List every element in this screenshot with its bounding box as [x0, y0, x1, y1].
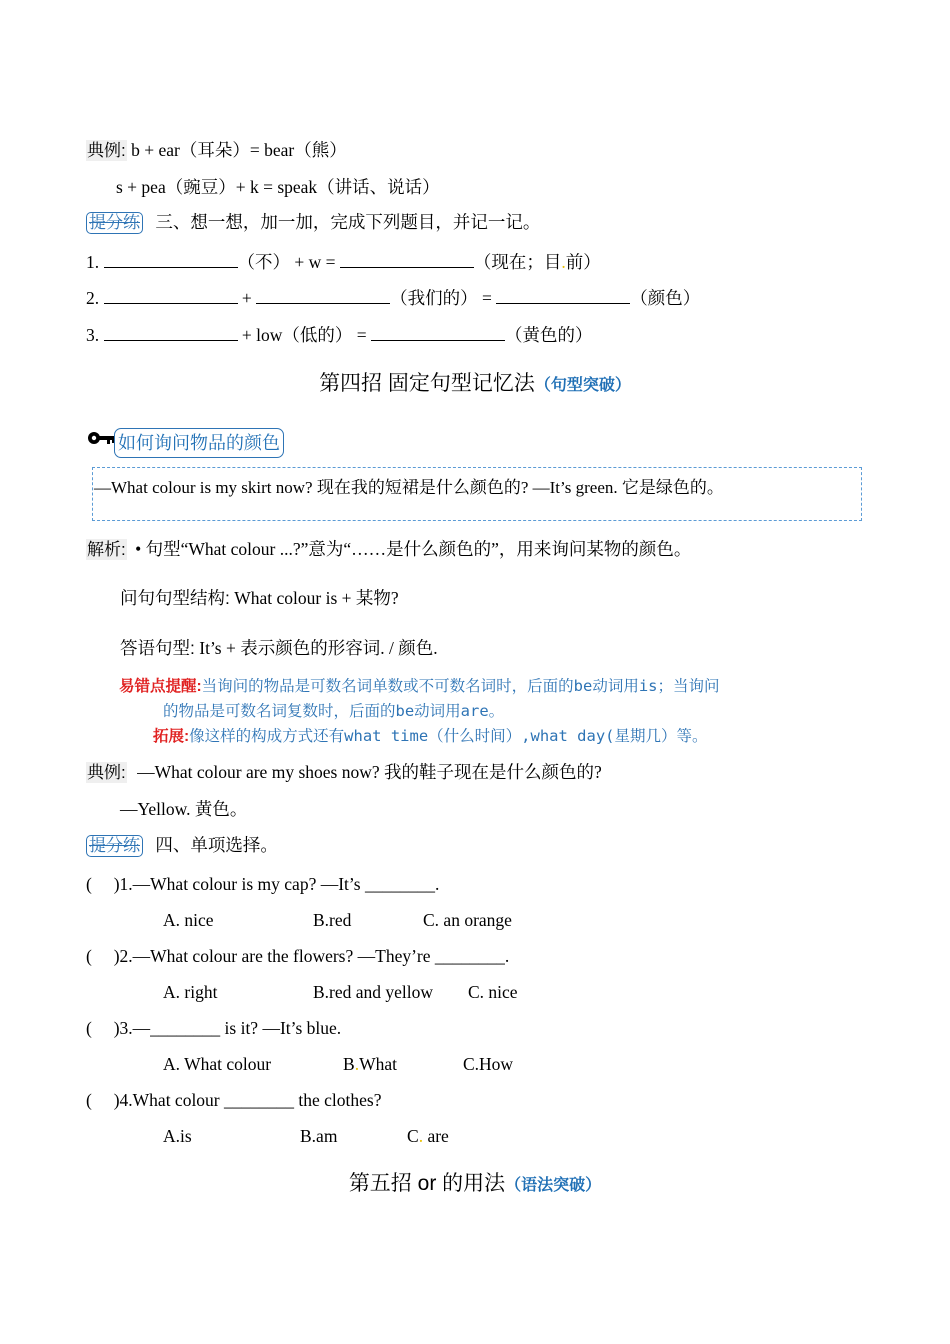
answer-paren[interactable]: ( ) — [86, 946, 120, 966]
example1-line2: s + pea（豌豆）+ k = speak（讲话、说话） — [116, 177, 440, 197]
q1-number: 1. — [86, 252, 100, 272]
answer-line — [120, 637, 438, 659]
key-icon — [87, 430, 117, 446]
struct-text: What colour is + 某物? — [234, 588, 399, 608]
topic-label: 如何询问物品的颜色 — [114, 428, 284, 458]
section5-title: 第五招 or 的用法 — [348, 1172, 506, 1195]
example1-line1 — [86, 139, 347, 162]
option-a[interactable]: A. nice — [163, 910, 214, 930]
example-label: 典例: — [87, 763, 126, 782]
extend-line — [153, 725, 707, 748]
practice4-title: 四、单项选择。 — [155, 835, 278, 855]
q2-part-c: （颜色） — [630, 288, 701, 308]
section4-title: 第四招 固定句型记忆法 — [319, 372, 535, 395]
option-c[interactable] — [407, 1125, 449, 1147]
option-c[interactable]: C.How — [463, 1054, 514, 1074]
practice3-q1 — [86, 251, 601, 273]
option-a[interactable]: A. right — [163, 982, 218, 1002]
highlight-dot: . — [418, 1126, 424, 1146]
highlight-dot: . — [561, 252, 566, 272]
q2-part-a: + — [241, 288, 252, 308]
topic-example: —What colour is my skirt now? 现在我的短裙是什么颜色的? —It’s green. 它是绿色的。 — [94, 478, 724, 497]
option-b-letter: B — [343, 1054, 355, 1074]
example-label: 典例: — [87, 141, 126, 160]
answer-paren[interactable]: ( ) — [86, 1018, 120, 1038]
answer-label: 答语句型: — [120, 638, 195, 658]
option-c[interactable]: C. an orange — [423, 910, 512, 930]
example2-text1: —What colour are my shoes now? 我的鞋子现在是什么颜色的? — [137, 762, 602, 782]
option-c-letter: C — [407, 1126, 419, 1146]
q3-part-a: + low（低的） = — [241, 325, 367, 345]
section4-subtitle: （句型突破） — [534, 375, 631, 394]
answer-blank[interactable] — [340, 251, 474, 268]
example1-text1: b + ear（耳朵）= bear（熊） — [131, 140, 347, 160]
practice-badge: 提分练 — [86, 212, 143, 234]
answer-blank[interactable] — [496, 287, 630, 304]
practice3-title: 三、想一想，加一加，完成下列题目，并记一记。 — [155, 212, 541, 232]
question-text: 1.—What colour is my cap? —It’s ________. — [119, 874, 440, 894]
extend-text: 像这样的构成方式还有what time（什么时间）,what day(星期几）等。 — [189, 727, 708, 745]
highlight-dot: . — [354, 1054, 360, 1074]
question-text: 2.—What colour are the flowers? —They’re ________. — [119, 946, 510, 966]
option-b[interactable]: B.am — [300, 1126, 338, 1146]
analysis-label: 解析: — [87, 540, 126, 559]
q1-part-b: （现在；目 — [473, 252, 562, 272]
answer-blank[interactable] — [256, 287, 390, 304]
mistake-line2: 的物品是可数名词复数时，后面的be动词用are。 — [163, 702, 505, 720]
section5-subtitle: （语法突破） — [505, 1175, 602, 1194]
answer-blank[interactable] — [104, 324, 238, 341]
mistake-text1: 当询问的物品是可数名词单数或不可数名词时，后面的be动词用is；当询问 — [201, 677, 720, 695]
option-b[interactable] — [343, 1053, 397, 1075]
answer-blank[interactable] — [104, 287, 238, 304]
analysis-line — [86, 538, 691, 561]
example2-line2: —Yellow. 黄色。 — [120, 799, 248, 819]
option-a[interactable]: A.is — [163, 1126, 192, 1146]
extend-label: 拓展: — [153, 728, 190, 745]
mc-question-3 — [86, 1017, 341, 1039]
practice4-header — [86, 834, 278, 857]
q1-part-a: （不） + w = — [237, 252, 336, 272]
option-c-text: are — [423, 1126, 449, 1146]
option-b[interactable]: B.red and yellow — [313, 982, 434, 1002]
q2-number: 2. — [86, 288, 100, 308]
answer-paren[interactable]: ( ) — [86, 1090, 120, 1110]
practice3-q3 — [86, 324, 593, 346]
answer-text: It’s + 表示颜色的形容词. / 颜色. — [199, 638, 438, 658]
question-text: 4.What colour ________ the clothes? — [119, 1090, 382, 1110]
option-b-text: What — [359, 1054, 397, 1074]
struct-line — [120, 587, 399, 609]
mc-question-2 — [86, 945, 509, 967]
section5-heading — [0, 1170, 950, 1199]
question-text: 3.—________ is it? —It’s blue. — [119, 1018, 342, 1038]
example2-line1 — [86, 761, 602, 784]
analysis-text: • 句型“What colour ...?”意为“……是什么颜色的”，用来询问某物的颜色。 — [135, 539, 692, 559]
section4-heading — [0, 370, 950, 399]
struct-label: 问句句型结构: — [120, 588, 230, 608]
q1-part-c: 前） — [565, 252, 601, 272]
option-c[interactable]: C. nice — [468, 982, 518, 1002]
practice3-q2 — [86, 287, 700, 309]
mc-question-4 — [86, 1089, 381, 1111]
mistake-line1 — [119, 675, 720, 698]
mistake-label: 易错点提醒: — [119, 678, 202, 695]
practice-badge: 提分练 — [86, 835, 143, 857]
answer-blank[interactable] — [371, 324, 505, 341]
q3-part-b: （黄色的） — [505, 325, 593, 345]
option-b[interactable]: B.red — [313, 910, 352, 930]
q3-number: 3. — [86, 325, 100, 345]
answer-paren[interactable]: ( ) — [86, 874, 120, 894]
answer-blank[interactable] — [104, 251, 238, 268]
q2-part-b: （我们的） = — [390, 288, 492, 308]
practice3-header — [86, 211, 540, 234]
option-a[interactable]: A. What colour — [163, 1054, 272, 1074]
mc-question-1 — [86, 873, 439, 895]
